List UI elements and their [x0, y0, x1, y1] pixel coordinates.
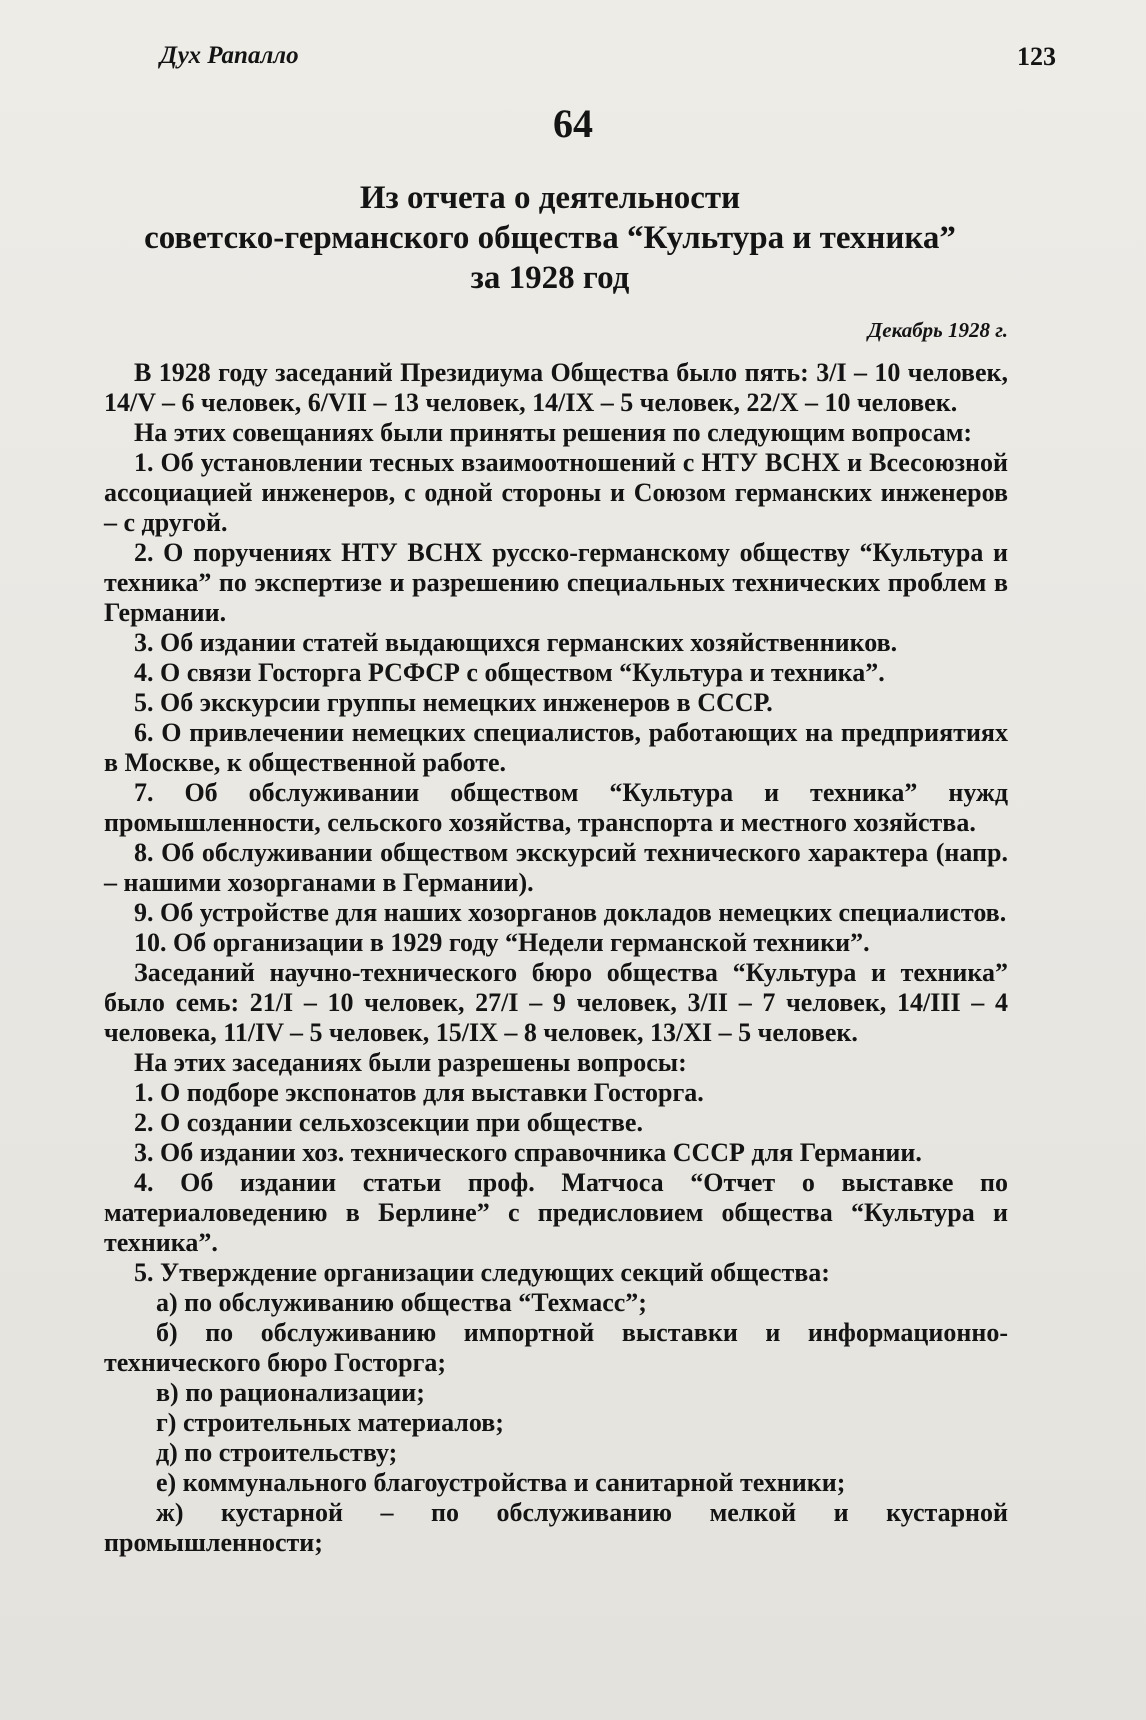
running-head: Дух Рапалло [160, 42, 299, 69]
list-item: 3. Об издании статей выдающихся германских хозяйственников. [134, 628, 898, 657]
list-item: 8. Об обслуживании обществом экскурсий технического характера (напр. – нашими хозорганами в Германии). [104, 838, 1008, 897]
presidium-intro: В 1928 году заседаний Президиума Общества было пять: 3/I – 10 человек, 14/V – 6 человек, 6/VII – 13 человек, 14/IX – 5 человек, 22/X – 10 человек. [104, 358, 1008, 417]
document-title [100, 178, 1000, 298]
title-line: советско-германского общества “Культура и техника” [144, 220, 956, 256]
section-item: б) по обслуживанию импортной выставки и информационно-технического бюро Госторга; [104, 1318, 1008, 1377]
list-item: 2. О создании сельхозсекции при обществе. [134, 1108, 643, 1137]
section-item: в) по рационализации; [156, 1378, 425, 1407]
list-item: 1. Об установлении тесных взаимоотношений с НТУ ВСНХ и Всесоюзной ассоциацией инженеров, с одной стороны и Союзом германских инженеров – с другой. [104, 448, 1008, 537]
document-date: Декабрь 1928 г. [867, 318, 1008, 342]
bureau-intro: Заседаний научно-технического бюро общества “Культура и техника” было семь: 21/I – 10 человек, 27/I – 9 человек, 3/II – 7 человек, 14/III – 4 человека, 11/IV – 5 человек, 15/IX – 8 человек, 13/XI – 5 человек. [104, 958, 1008, 1047]
list-item: 5. Утверждение организации следующих секций общества: [134, 1258, 830, 1287]
section-item: е) коммунального благоустройства и санитарной техники; [156, 1468, 846, 1497]
list-item: 10. Об организации в 1929 году “Недели германской техники”. [134, 928, 870, 957]
list-item: 9. Об устройстве для наших хозорганов докладов немецких специалистов. [134, 898, 1007, 927]
section-item: а) по обслуживанию общества “Техмасс”; [156, 1288, 647, 1317]
list-item: 3. Об издании хоз. технического справочника СССР для Германии. [134, 1138, 922, 1167]
section-item: ж) кустарной – по обслуживанию мелкой и кустарной промышленности; [104, 1498, 1008, 1557]
bureau-lead: На этих заседаниях были разрешены вопросы: [134, 1048, 687, 1077]
list-item: 7. Об обслуживании обществом “Культура и техника” нужд промышленности, сельского хозяйства, транспорта и местного хозяйства. [104, 778, 1008, 837]
list-item: 4. Об издании статьи проф. Матчоса “Отчет о выставке по материаловедению в Берлине” с предисловием общества “Культура и техника”. [104, 1168, 1008, 1257]
list-item: 2. О поручениях НТУ ВСНХ русско-германскому обществу “Культура и техника” по экспертизе и разрешению специальных технических проблем в Германии. [104, 538, 1008, 627]
page-number: 123 [1017, 42, 1056, 71]
list-item: 5. Об экскурсии группы немецких инженеров в СССР. [134, 688, 773, 717]
section-item: г) строительных материалов; [156, 1408, 504, 1437]
presidium-lead: На этих совещаниях были приняты решения по следующим вопросам: [134, 418, 973, 447]
title-line: Из отчета о деятельности [359, 180, 741, 216]
document-body [104, 358, 1008, 1558]
section-item: д) по строительству; [156, 1438, 398, 1467]
list-item: 6. О привлечении немецких специалистов, работающих на предприятиях в Москве, к общественной работе. [104, 718, 1008, 777]
document-number: 64 [553, 101, 593, 146]
list-item: 1. О подборе экспонатов для выставки Госторга. [134, 1078, 704, 1107]
title-line: за 1928 год [470, 260, 630, 296]
list-item: 4. О связи Госторга РСФСР с обществом “Культура и техника”. [134, 658, 885, 687]
